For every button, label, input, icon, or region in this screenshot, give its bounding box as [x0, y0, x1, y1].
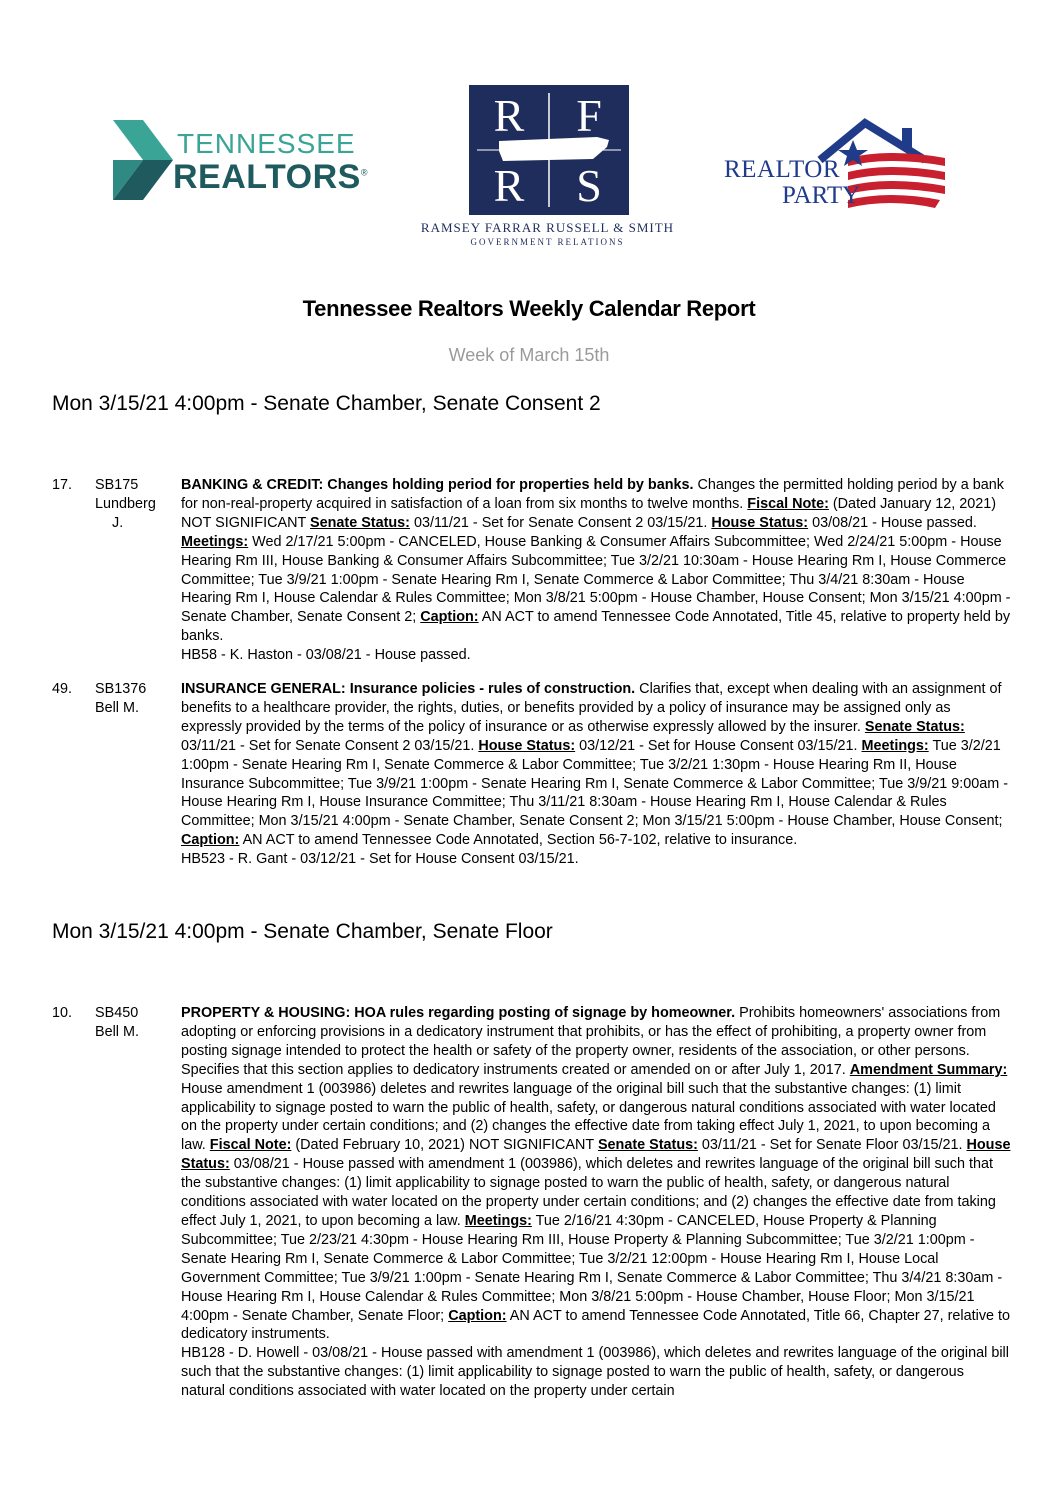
entry-number: 17. [52, 477, 73, 493]
fiscal-note: (Dated January 12, 2021) NOT SIGNIFICANT [181, 495, 997, 531]
caption-label: Caption: [420, 609, 479, 626]
entry-number: 49. [52, 681, 73, 697]
fiscal-note-label: Fiscal Note: [209, 1137, 292, 1154]
rf-letter-r1: R [493, 90, 525, 141]
house-status-label: House Status: [711, 514, 809, 531]
senate-status-label: Senate Status: [864, 718, 965, 735]
senate-status: 03/11/21 - Set for Senate Floor 03/15/21. [701, 1137, 963, 1154]
house-status: 03/08/21 - House passed. [812, 514, 977, 531]
section-heading: Mon 3/15/21 4:00pm - Senate Chamber, Senate Consent 2 [52, 392, 601, 415]
header-logos [0, 80, 1058, 255]
bill-number: SB175 [95, 477, 139, 493]
meetings: Wed 2/17/21 5:00pm - CANCELED, House Banking & Consumer Affairs Subcommittee; Wed 2/24/21 5:00pm - House Hearing Rm III, House Banking & Consumer Affairs Subcommittee; Tue 3/2/21 10:30am - House Hearing Rm I, House Commerce Committee; Tue 3/9/21 1:00pm - Senate Hearing Rm I, Senate Commerce & Labor Committee; Thu 3/4/21 8:30am - House Hearing Rm I, House Calendar & Rules Committee; Mon 3/8/21 5:00pm - House Chamber, House Consent; Mon 3/15/21 4:00pm - Senate Chamber, Senate Consent 2; [181, 533, 1011, 626]
senate-status: 03/11/21 - Set for Senate Consent 2 03/15/21. [413, 514, 708, 531]
caption: AN ACT to amend Tennessee Code Annotated, Title 45, relative to property held by banks. [181, 609, 1011, 645]
senate-status-label: Senate Status: [597, 1137, 698, 1154]
meetings-label: Meetings: [861, 737, 929, 754]
bill-summary: Clarifies that, except when dealing with an assignment of benefits to a healthcare provider, the rights, duties, or benefits provided by a policy of insurance may be assigned only as expressly provided by the terms of the policy of insurance or as otherwise expressly allowed by the insurer. [181, 681, 1002, 735]
section-heading: Mon 3/15/21 4:00pm - Senate Chamber, Senate Floor [52, 920, 553, 943]
bill-subject: BANKING & CREDIT: Changes holding period for properties held by banks. [181, 477, 694, 493]
senate-status: 03/11/21 - Set for Senate Consent 2 03/15/21. [181, 737, 475, 754]
bill-sponsor-initial: J. [112, 514, 124, 531]
tennessee-realtors-chevron-icon [113, 120, 177, 200]
fiscal-note: (Dated February 10, 2021) NOT SIGNIFICANT [295, 1137, 594, 1154]
bill-number: SB1376 [95, 681, 147, 697]
bill-sponsor: Bell M. [95, 699, 139, 716]
house-status-label: House Status: [181, 1137, 1011, 1173]
bill-subject: PROPERTY & HOUSING: HOA rules regarding posting of signage by homeowner. [181, 1005, 736, 1021]
bill-description [181, 476, 1011, 665]
entry-number: 10. [52, 1005, 73, 1021]
bill-number: SB450 [95, 1005, 139, 1021]
bill-sponsor: Lundberg [95, 495, 156, 512]
bill-summary: Changes the permitted holding period by a bank for non-real-property acquired in satisfaction of a loan from six months to twelve months. [181, 477, 1004, 512]
companion-bill: HB523 - R. Gant - 03/12/21 - Set for House Consent 03/15/21. [181, 851, 579, 868]
logo-center-caption: RAMSEY FARRAR RUSSELL & SMITH [420, 220, 675, 235]
logo-right-word1: REALTOR [724, 156, 841, 183]
bill-summary: Prohibits homeowners' associations from adopting or enforcing provisions in a dedicatory instrument that prohibits, or has the effect of prohibiting, a property owner from posting signage intended to protect the health or safety of the property owner, residents of the association, or other persons. Specifies that this section applies to dedicatory instruments created or amended on or after July 1, 2017. [181, 1005, 1001, 1078]
house-status-label: House Status: [478, 737, 576, 754]
senate-status-label: Senate Status: [310, 514, 410, 531]
caption-label: Caption: [448, 1307, 507, 1324]
meetings: Tue 2/16/21 4:30pm - CANCELED, House Property & Planning Subcommittee; Tue 2/23/21 4:30pm - House Hearing Rm III, House Property & Planning Subcommittee; Tue 3/2/21 1:00pm - Senate Hearing Rm I, Senate Commerce & Labor Committee; Tue 3/2/21 12:00pm - House Hearing Rm I, House Local Government Committee; Tue 3/9/21 1:00pm - Senate Hearing Rm I, Senate Commerce & Labor Committee; Thu 3/4/21 8:30am - House Hearing Rm I, House Calendar & Rules Committee; Mon 3/8/21 5:00pm - House Chamber, House Floor; Mon 3/15/21 4:00pm - Senate Chamber, Senate Floor; [181, 1212, 1003, 1324]
logo-right-word2: PARTY [782, 182, 861, 209]
report-week: Week of March 15th [448, 345, 610, 365]
bill-id-block [95, 680, 185, 718]
bill-id-block [95, 1004, 185, 1042]
companion-bill: HB128 - D. Howell - 03/08/21 - House passed with amendment 1 (003986), which deletes and rewrites language of the original bill such that the substantive changes: (1) limit applicability to signage posted to warn the public of health, safety, or dangerous natural conditions associated with water located on the property under certain [181, 1345, 1009, 1400]
companion-bill: HB58 - K. Haston - 03/08/21 - House passed. [181, 647, 471, 664]
meetings-label: Meetings: [181, 533, 249, 550]
amendment-summary-label: Amendment Summary: [849, 1061, 1008, 1078]
caption: AN ACT to amend Tennessee Code Annotated, Title 66, Chapter 27, relative to dedicatory instruments. [181, 1307, 1011, 1343]
bill-subject: INSURANCE GENERAL: Insurance policies - rules of construction. [181, 681, 636, 697]
rfrs-logo [469, 85, 629, 215]
logo-left-line2: REALTORS® [173, 158, 369, 196]
meetings-label: Meetings: [464, 1212, 532, 1229]
house-status: 03/08/21 - House passed with amendment 1 (003986), which deletes and rewrites language of the original bill such that the substantive changes: (1) limit applicability to signage posted to warn the public of health, safety, or dangerous natural conditions associated with water located on the property under certain conditions; and (2) changes the effective date from taking effect July 1, 2021, to upon becoming a law. [181, 1156, 996, 1229]
logo-center-subcaption: GOVERNMENT RELATIONS [470, 237, 625, 247]
caption: AN ACT to amend Tennessee Code Annotated, Section 56-7-102, relative to insurance. [242, 832, 798, 849]
realtor-party-logo [720, 118, 950, 218]
house-status: 03/12/21 - Set for House Consent 03/15/21. [579, 737, 858, 754]
rf-letter-f: F [576, 90, 602, 141]
tennessee-realtors-logo [113, 120, 373, 200]
bill-description [181, 1004, 1011, 1401]
logo-left-line1: TENNESSEE [177, 128, 356, 159]
rf-letter-s: S [576, 160, 602, 211]
fiscal-note-label: Fiscal Note: [747, 495, 829, 512]
amendment-summary: House amendment 1 (003986) deletes and rewrites language of the original bill such that the substantive changes: (1) limit applicability to signage posted to warn the public of health, safety, or dangerous natural conditions associated with water located on the property under certain conditions; and (2) changes the effective date from taking effect July 1, 2021, to upon becoming a law. [181, 1080, 996, 1154]
bill-description [181, 680, 1011, 869]
report-title: Tennessee Realtors Weekly Calendar Report [302, 296, 756, 321]
bill-id-block [95, 476, 185, 533]
bill-sponsor: Bell M. [95, 1023, 139, 1040]
rf-letter-r2: R [493, 160, 525, 211]
caption-label: Caption: [181, 832, 240, 849]
meetings: Tue 3/2/21 1:00pm - Senate Hearing Rm I, Senate Commerce & Labor Committee; Tue 3/2/21 1:30pm - House Hearing Rm II, House Insurance Subcommittee; Tue 3/9/21 1:00pm - Senate Hearing Rm I, Senate Commerce & Labor Committee; Tue 3/9/21 9:00am - House Hearing Rm I, House Insurance Committee; Thu 3/11/21 8:30am - House Hearing Rm I, House Calendar & Rules Committee; Mon 3/15/21 4:00pm - Senate Chamber, Senate Consent 2; Mon 3/15/21 5:00pm - House Chamber, House Consent; [181, 737, 1009, 830]
